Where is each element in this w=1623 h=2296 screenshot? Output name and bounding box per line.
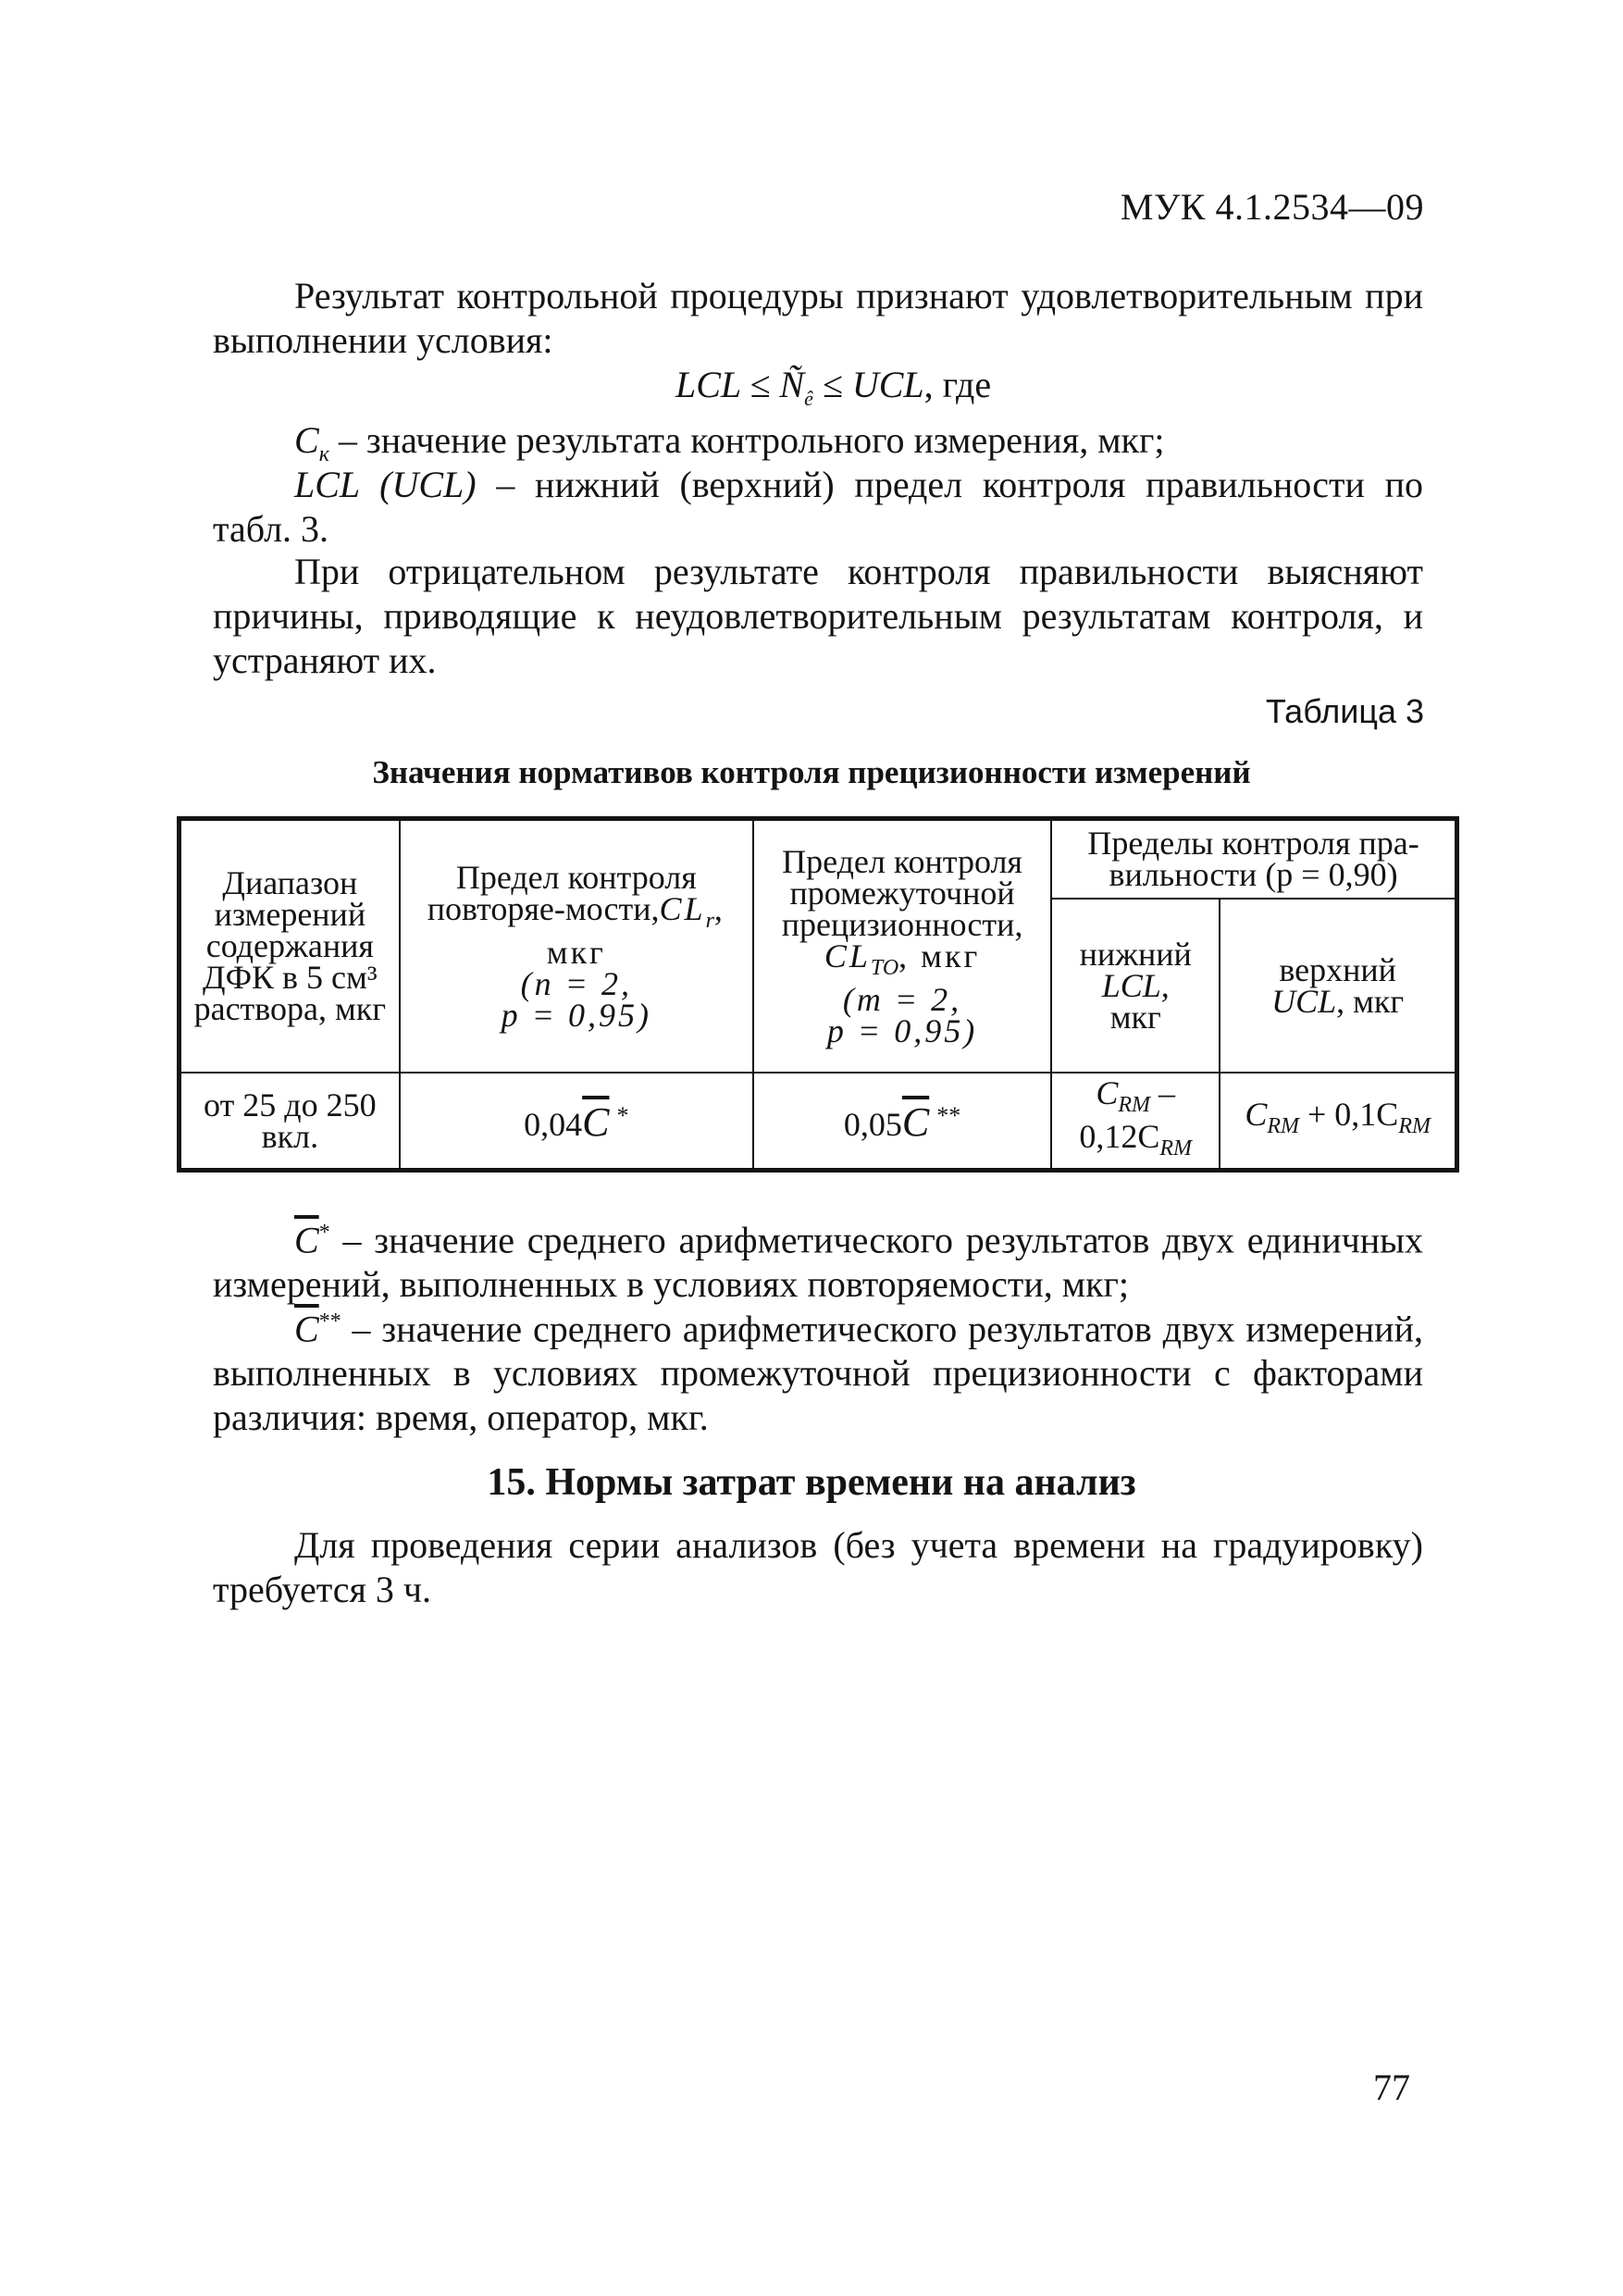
header-repeatability-label: Предел контроля повторяе-мости, [427, 858, 697, 927]
cell-lower [1051, 1073, 1220, 1171]
header-upper-symbol: UCL [1271, 982, 1337, 1020]
header-intermediate-sub: TO [870, 955, 899, 980]
document-code: МУК 4.1.2534—09 [1120, 186, 1424, 228]
footnote-2-star: ** [318, 1309, 341, 1334]
header-lower-label: нижний [1079, 935, 1192, 973]
header-upper [1220, 899, 1456, 1073]
header-repeatability-symbol: CL [659, 889, 706, 927]
cell-lower-coef-sub: RM [1159, 1136, 1193, 1160]
footnote-1-symbol: $\overline{C}$ [294, 1219, 319, 1261]
table-label: Таблица 3 [1265, 692, 1424, 730]
cell-intermediate-star: ** [936, 1102, 961, 1130]
cell-repeatability-star: * [616, 1102, 629, 1130]
cell-lower-c: C [1096, 1074, 1119, 1111]
page-number: 77 [1373, 2066, 1410, 2108]
table-title: Значения нормативов контроля прецизионности измерений [372, 754, 1251, 790]
ck-text: – значение результата контрольного измерения, мкг; [328, 419, 1165, 461]
footnote-2-symbol: $\overline{C}$ [294, 1308, 319, 1350]
cell-repeatability [400, 1073, 753, 1171]
control-formula [675, 363, 991, 411]
header-intermediate-m: (m = 2, [842, 980, 962, 1018]
lcl-text: – нижний (верхний) предел контроля правильности по табл. 3. [213, 464, 1423, 550]
lcl-symbol: LCL (UCL) [294, 464, 477, 505]
cell-range: от 25 до 250 вкл. [180, 1073, 400, 1171]
header-lower-unit: мкг [1109, 998, 1161, 1036]
formula-left: LCL ≤ Ñ [675, 364, 805, 405]
cell-intermediate-coef: 0,05 [843, 1106, 902, 1144]
header-intermediate-p: p = 0,95) [826, 1011, 978, 1049]
cell-repeatability-coef: 0,04 [524, 1106, 583, 1144]
lcl-definition [213, 463, 1423, 552]
header-lower-symbol: LCL, [1101, 966, 1170, 1004]
cell-upper-coef-sub: RM [1398, 1114, 1431, 1139]
section-heading: 15. Нормы затрат времени на анализ [487, 1461, 1136, 1504]
header-repeatability-n: (n = 2, [520, 964, 632, 1002]
header-intermediate-label: Предел контроля промежуточной прецизионности, [781, 842, 1023, 943]
cell-lower-c-sub: RM [1118, 1092, 1151, 1117]
cell-upper [1220, 1073, 1456, 1171]
section-paragraph: Для проведения серии анализов (без учета времени на градуировку) требуется 3 ч. [213, 1524, 1423, 1610]
formula-tail: , где [923, 364, 992, 405]
footnote-1-text: – значение среднего арифметического результатов двух единичных измерений, выполненных в условиях повторяемости, мкг; [213, 1219, 1423, 1306]
formula-right: ≤ UCL [812, 364, 924, 405]
header-intermediate-symbol: CL [824, 937, 871, 974]
header-lower [1051, 899, 1220, 1073]
formula-subscript: ê [804, 387, 813, 410]
cell-upper-c: C [1245, 1096, 1268, 1134]
header-intermediate [753, 819, 1051, 1073]
header-repeatability-p: p = 0,95) [501, 996, 651, 1034]
cell-repeatability-symbol: $\overline{C}$ [582, 1099, 610, 1146]
table-row [180, 1073, 1457, 1171]
cell-lower-minus: – [1150, 1074, 1176, 1111]
cell-intermediate [753, 1073, 1051, 1171]
header-repeatability-unit: , мкг [546, 889, 725, 971]
header-repeatability-sub: r [705, 908, 714, 933]
header-upper-label: верхний [1279, 950, 1396, 988]
cell-intermediate-symbol: $\overline{C}$ [901, 1099, 930, 1146]
footnote-2-text: – значение среднего арифметического результатов двух измерений, выполненных в условиях промежуточной прецизионности с факторами различия: время, оператор, мкг. [213, 1308, 1423, 1439]
intro-paragraph: Результат контрольной процедуры признают удовлетворительным при выполнении условия: [213, 275, 1423, 361]
header-upper-unit: , мкг [1336, 982, 1405, 1020]
footnote-1-star: * [318, 1221, 330, 1245]
ck-subscript: к [318, 442, 329, 466]
cell-lower-coef: 0,12C [1079, 1117, 1160, 1155]
precision-table [177, 816, 1459, 1173]
header-trueness-group: Пределы контроля пра-вильности (p = 0,90) [1051, 819, 1456, 899]
header-range: Диапазон измерений содержания ДФК в 5 см³ раствора, мкг [180, 819, 400, 1073]
footnote-repeatability [213, 1210, 1423, 1307]
header-intermediate-unit: , мкг [898, 937, 981, 974]
cell-upper-mid: + 0,1C [1298, 1096, 1399, 1134]
negative-result-paragraph: При отрицательном результате контроля правильности выясняют причины, приводящие к неудовлетворительным результатам контроля, и устраняют их. [213, 551, 1423, 681]
footnote-intermediate [213, 1299, 1423, 1440]
ck-symbol: С [294, 419, 319, 461]
cell-upper-c-sub: RM [1267, 1114, 1299, 1139]
header-repeatability [400, 819, 753, 1073]
